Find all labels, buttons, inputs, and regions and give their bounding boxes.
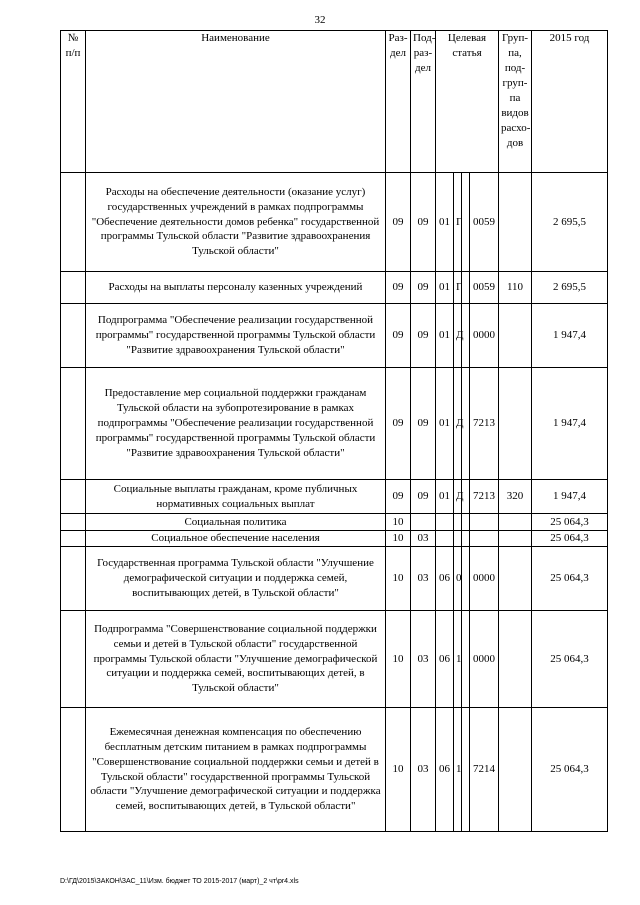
row-podrazdel: 09 [411,173,436,272]
row-expense-group [499,304,532,368]
row-target-program: 01 [436,173,454,272]
row-target-program: 01 [436,304,454,368]
row-amount-2015: 1 947,4 [532,480,608,514]
row-podrazdel: 03 [411,531,436,547]
row-razdel: 10 [386,547,411,611]
row-podrazdel: 03 [411,611,436,708]
row-podrazdel: 09 [411,304,436,368]
row-target-extra [462,272,470,304]
row-podrazdel: 03 [411,547,436,611]
table-row [61,368,608,480]
row-target-code: 0059 [470,173,499,272]
row-target-code: 0000 [470,547,499,611]
row-amount-2015: 1 947,4 [532,304,608,368]
header-podrazdel: Под-раз-дел [411,31,436,173]
row-name: Социальное обеспечение населения [86,531,386,547]
row-name: Государственная программа Тульской области "Улучшение демографической ситуации и поддержка семей, воспитывающих детей, в Тульской области" [86,547,386,611]
table-header-row [61,31,608,173]
row-num [61,368,86,480]
row-expense-group [499,708,532,832]
row-target-program: 01 [436,368,454,480]
row-name: Подпрограмма "Обеспечение реализации государственной программы" государственной программы Тульской области "Развитие здравоохранения Тульской области" [86,304,386,368]
row-target-subprogram: Д [454,304,462,368]
row-name: Подпрограмма "Совершенствование социальной поддержки семьи и детей в Тульской области" государственной программы Тульской области "Улучшение демографической ситуации и поддержка семей, воспитывающих детей, в Тульской области" [86,611,386,708]
row-target-subprogram: Г [454,173,462,272]
table-row [61,480,608,514]
table-row [61,514,608,531]
row-target-program: 01 [436,480,454,514]
row-target-code: 0000 [470,611,499,708]
row-name: Расходы на выплаты персоналу казенных учреждений [86,272,386,304]
row-razdel: 10 [386,514,411,531]
row-num [61,547,86,611]
row-target-extra [462,531,470,547]
row-podrazdel: 09 [411,368,436,480]
row-target-extra [462,173,470,272]
row-target-code: 0000 [470,304,499,368]
row-razdel: 09 [386,304,411,368]
row-target-program [436,514,454,531]
row-expense-group [499,368,532,480]
row-target-subprogram: 1 [454,611,462,708]
row-expense-group [499,173,532,272]
row-num [61,304,86,368]
row-podrazdel: 09 [411,272,436,304]
row-target-program: 06 [436,547,454,611]
table-row [61,272,608,304]
table-row [61,173,608,272]
row-target-extra [462,708,470,832]
row-target-subprogram: Д [454,368,462,480]
row-razdel: 09 [386,368,411,480]
header-razdel: Раз-дел [386,31,411,173]
row-target-extra [462,514,470,531]
row-target-subprogram: 1 [454,708,462,832]
row-target-code: 7214 [470,708,499,832]
row-razdel: 10 [386,611,411,708]
header-target: Целевая статья [436,31,499,173]
table-row [61,547,608,611]
row-expense-group: 320 [499,480,532,514]
row-razdel: 09 [386,272,411,304]
table-row [61,611,608,708]
row-target-code: 0059 [470,272,499,304]
row-expense-group [499,531,532,547]
row-target-code: 7213 [470,480,499,514]
row-target-program: 01 [436,272,454,304]
row-num [61,708,86,832]
row-amount-2015: 25 064,3 [532,611,608,708]
row-target-code: 7213 [470,368,499,480]
row-name: Социальные выплаты гражданам, кроме публичных нормативных социальных выплат [86,480,386,514]
row-amount-2015: 25 064,3 [532,708,608,832]
row-razdel: 10 [386,708,411,832]
row-podrazdel: 09 [411,480,436,514]
header-group: Груп-па, под-груп-па видов расхо-дов [499,31,532,173]
row-target-subprogram: Д [454,480,462,514]
row-target-subprogram [454,514,462,531]
row-target-subprogram: 0 [454,547,462,611]
row-num [61,173,86,272]
row-razdel: 10 [386,531,411,547]
table-row [61,708,608,832]
row-razdel: 09 [386,480,411,514]
row-name: Предоставление мер социальной поддержки гражданам Тульской области на зубопротезирование в рамках подпрограммы "Обеспечение реализации государственной программы" государственной программы Тульской области "Развитие здравоохранения Тульской области" [86,368,386,480]
table-row [61,531,608,547]
row-num [61,480,86,514]
budget-table [60,30,608,832]
row-amount-2015: 2 695,5 [532,173,608,272]
header-num: № п/п [61,31,86,173]
row-expense-group [499,611,532,708]
row-target-subprogram [454,531,462,547]
row-target-code [470,531,499,547]
header-name: Наименование [86,31,386,173]
header-year: 2015 год [532,31,608,173]
row-amount-2015: 25 064,3 [532,514,608,531]
row-num [61,611,86,708]
row-expense-group [499,514,532,531]
row-num [61,531,86,547]
row-num [61,514,86,531]
row-target-program [436,531,454,547]
row-amount-2015: 25 064,3 [532,547,608,611]
row-target-extra [462,547,470,611]
row-amount-2015: 2 695,5 [532,272,608,304]
row-target-extra [462,611,470,708]
row-razdel: 09 [386,173,411,272]
row-target-subprogram: Г [454,272,462,304]
row-num [61,272,86,304]
row-expense-group [499,547,532,611]
row-amount-2015: 25 064,3 [532,531,608,547]
row-amount-2015: 1 947,4 [532,368,608,480]
row-target-program: 06 [436,611,454,708]
row-name: Расходы на обеспечение деятельности (оказание услуг) государственных учреждений в рамках подпрограммы "Обеспечение деятельности домов ребенка" государственной программы Тульской области "Развитие здравоохранения Тульской области" [86,173,386,272]
row-expense-group: 110 [499,272,532,304]
footer-file-path: D:\ГД\2015\ЗАКОН\ЗАС_11\Изм. бюджет ТО 2015-2017 (март)_2 чт\pr4.xls [60,878,299,885]
row-target-program: 06 [436,708,454,832]
row-target-code [470,514,499,531]
row-name: Ежемесячная денежная компенсация по обеспечению бесплатным детским питанием в рамках подпрограммы "Совершенствование социальной поддержки семьи и детей в Тульской области" государственной программы Тульской области "Улучшение демографической ситуации и поддержка семей, воспитывающих детей, в Тульской области" [86,708,386,832]
table-row [61,304,608,368]
row-name: Социальная политика [86,514,386,531]
row-podrazdel [411,514,436,531]
row-podrazdel: 03 [411,708,436,832]
page-number: 32 [314,14,326,26]
